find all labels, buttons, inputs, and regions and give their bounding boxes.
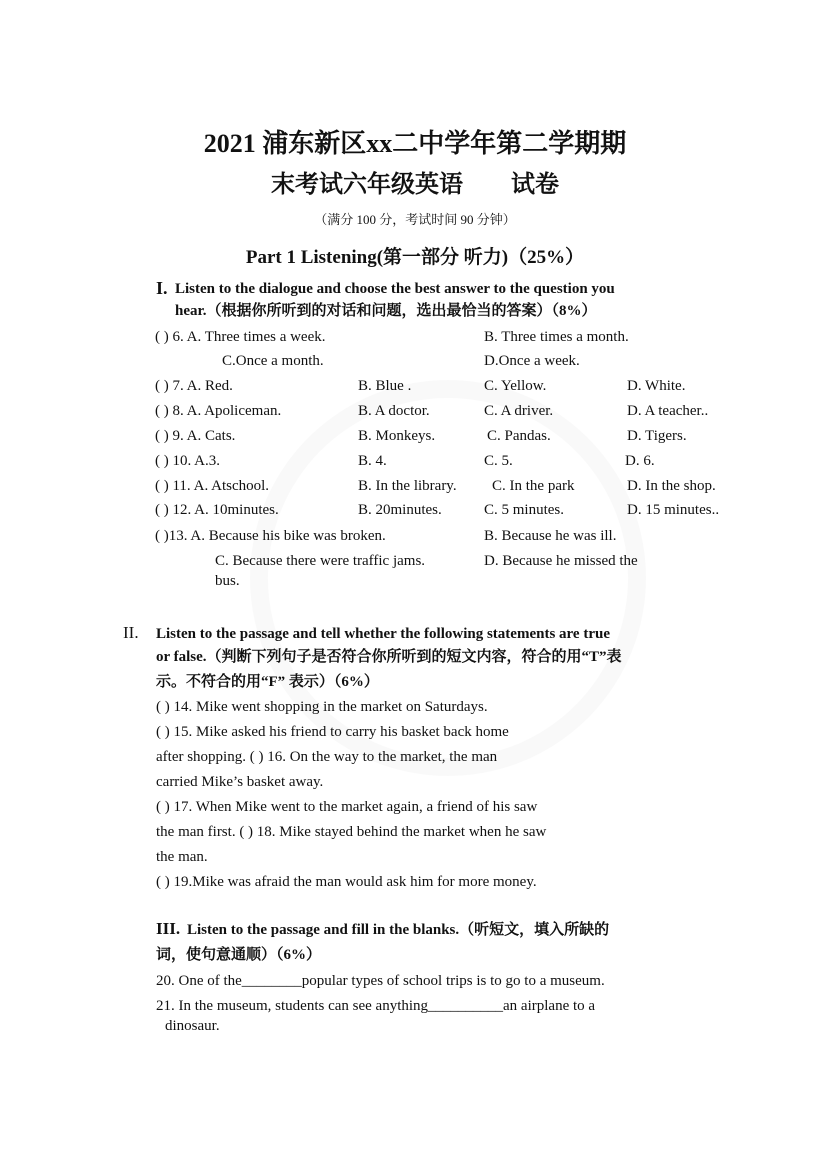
- q-stem: ( ) 12. A. 10minutes.: [155, 502, 279, 518]
- section-2-instruction: Listen to the passage and tell whether the following statements are true: [156, 626, 610, 642]
- q-stem: ( ) 6. A. Three times a week.: [155, 329, 326, 345]
- title-line-2: 末考试六年级英语 试卷: [271, 172, 559, 198]
- statement-line: ( ) 15. Mike asked his friend to carry his basket back home: [156, 724, 509, 740]
- q-stem: ( )13. A. Because his bike was broken.: [155, 528, 386, 544]
- option-c: C. Because there were traffic jams.: [215, 553, 426, 569]
- title-line-1: 2021 浦东新区xx二中学年第二学期期: [203, 129, 627, 158]
- option-b: B. Because he was ill.: [484, 528, 617, 544]
- statement-line: the man.: [156, 849, 208, 865]
- q-stem: ( ) 9. A. Cats.: [155, 428, 236, 444]
- q-stem: ( ) 11. A. Atschool.: [155, 478, 270, 494]
- option-c: C.Once a month.: [222, 353, 324, 369]
- option-d: D. Tigers.: [627, 428, 687, 444]
- statement-line: ( ) 17. When Mike went to the market again, a friend of his saw: [156, 799, 538, 815]
- q-stem: ( ) 8. A. Apoliceman.: [155, 403, 282, 419]
- statement-line: carried Mike’s basket away.: [156, 774, 324, 790]
- option-b: B. Blue .: [358, 378, 412, 394]
- section-1-instruction-2: hear.（根据你所听到的对话和问题，选出最恰当的答案）（8%）: [175, 303, 597, 319]
- option-b: B. 20minutes.: [358, 502, 442, 518]
- option-d: D. Because he missed the: [484, 553, 638, 569]
- question-21-continued: dinosaur.: [165, 1018, 220, 1034]
- option-b: B. A doctor.: [358, 403, 430, 419]
- option-c: C. 5 minutes.: [484, 502, 565, 518]
- statement-line: ( ) 19.Mike was afraid the man would ask him for more money.: [156, 874, 537, 890]
- section-3-number: III.: [156, 919, 181, 938]
- section-2-instruction-3: 示。不符合的用“F” 表示）（6%）: [156, 674, 379, 690]
- section-3-instruction-2: 词，使句意通顺）（6%）: [156, 947, 322, 963]
- option-d: D. In the shop.: [627, 478, 716, 494]
- subtitle: （满分 100 分，考试时间 90 分钟）: [314, 212, 516, 227]
- option-c: C. 5.: [484, 453, 513, 469]
- statement-line: after shopping. ( ) 16. On the way to the market, the man: [156, 749, 498, 765]
- q-stem: ( ) 7. A. Red.: [155, 378, 233, 394]
- option-b: B. 4.: [358, 453, 387, 469]
- option-d: D.Once a week.: [484, 353, 580, 369]
- option-c: C. Yellow.: [484, 378, 547, 394]
- option-b: B. Three times a month.: [484, 329, 629, 345]
- statement-line: ( ) 14. Mike went shopping in the market on Saturdays.: [156, 699, 488, 715]
- option-d: D. 6.: [625, 453, 655, 469]
- section-2-number: II.: [123, 623, 139, 642]
- statement-line: the man first. ( ) 18. Mike stayed behind the market when he saw: [156, 824, 547, 840]
- option-b: B. In the library.: [358, 478, 457, 494]
- option-d: D. White.: [627, 378, 686, 394]
- part-heading: Part 1 Listening(第一部分 听力)（25%）: [245, 247, 585, 268]
- option-c: C. In the park: [492, 478, 575, 494]
- section-3-instruction: Listen to the passage and fill in the blanks.（听短文，填入所缺的: [187, 922, 610, 938]
- question-21: 21. In the museum, students can see anything__________an airplane to a: [156, 998, 596, 1014]
- option-b: B. Monkeys.: [358, 428, 436, 444]
- option-c: C. A driver.: [484, 403, 554, 419]
- question-20: 20. One of the________popular types of school trips is to go to a museum.: [156, 973, 605, 989]
- section-1-number: I.: [156, 278, 168, 298]
- option-c-continued: bus.: [215, 573, 240, 589]
- section-2-instruction-2: or false.（判断下列句子是否符合你所听到的短文内容，符合的用“T”表: [156, 649, 622, 665]
- option-d: D. 15 minutes..: [627, 502, 720, 518]
- section-1-instruction: Listen to the dialogue and choose the best answer to the question you: [175, 281, 615, 297]
- option-c: C. Pandas.: [487, 428, 551, 444]
- q-stem: ( ) 10. A.3.: [155, 453, 220, 469]
- option-d: D. A teacher..: [627, 403, 709, 419]
